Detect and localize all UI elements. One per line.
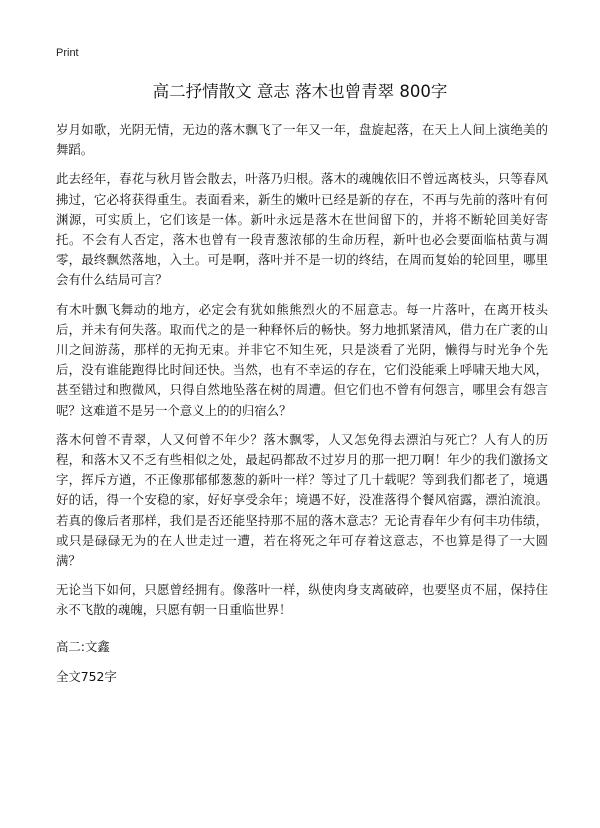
paragraph: 有木叶飘飞舞动的地方，必定会有犹如熊熊烈火的不屈意志。每一片落叶，在离开枝头后，并未有何失落。取而代之的是一种释怀后的畅快。努力地抓紧清风，借力在广袤的山川之间游荡，那样的无拘无束。并非它不知生死，只是淡看了光阴，懒得与时光争个先后，没有谁能跑得比时间还快。当然，也有不幸运的存在，它们没能乘上呼啸天地大风，甚至错过和煦微风，只得自然地坠落在树的周遭。但它们也不曾有何怨言，哪里会有怨言呢？这难道不是另一个意义上的的归宿么？ — [56, 301, 548, 418]
paragraph: 岁月如歌，光阴无情，无边的落木飘飞了一年又一年，盘旋起落，在天上人间上演绝美的舞蹈。 — [56, 122, 548, 158]
word-count: 全文752字 — [56, 668, 117, 684]
paragraph: 落木何曾不青翠，人又何曾不年少？落木飘零，人又怎免得去漂泊与死亡？人有人的历程，和落木又不乏有些相似之处，最起码都敌不过岁月的那一把刀啊！年少的我们激扬文字，挥斥方遒，不正像那郁郁葱葱的新叶一样？等过了几十载呢？等到我们都老了，境遇好的话，得一个安稳的家，好好享受余年；境遇不好，没准落得个餐风宿露，漂泊流浪。若真的像后者那样，我们是否还能坚持那不屈的落木意志？无论青春年少有何丰功伟绩，或只是碌碌无为的在人世走过一遭，若在将死之年可存着这意志，不也算是得了一大圆满？ — [56, 431, 548, 569]
paragraph: 此去经年，春花与秋月皆会散去，叶落乃归根。落木的魂魄依旧不曾远离枝头，只等春风拂过，它必将获得重生。表面看来，新生的嫩叶已经是新的存在，不再与先前的落叶有何渊源，可实质上，它们该是一体。新叶永远是落木在世间留下的，并将不断轮回美好寄托。不会有人否定，落木也曾有一段青葱浓郁的生命历程，新叶也必会要面临枯黄与凋零，最终飘然落地，入土。可是啊，落叶并不是一切的终结，在周而复始的轮回里，哪里会有什么结局可言？ — [56, 171, 548, 288]
author-line: 高二:文鑫 — [56, 638, 110, 654]
paragraph: 无论当下如何，只愿曾经拥有。像落叶一样，纵使肉身支离破碎，也要坚贞不屈，保持住永不飞散的魂魄，只愿有朝一日重临世界！ — [56, 582, 548, 618]
print-link[interactable]: Print — [56, 47, 79, 59]
article-title: 高二抒情散文 意志 落木也曾青翠 800字 — [152, 82, 448, 101]
article-body — [56, 120, 548, 696]
